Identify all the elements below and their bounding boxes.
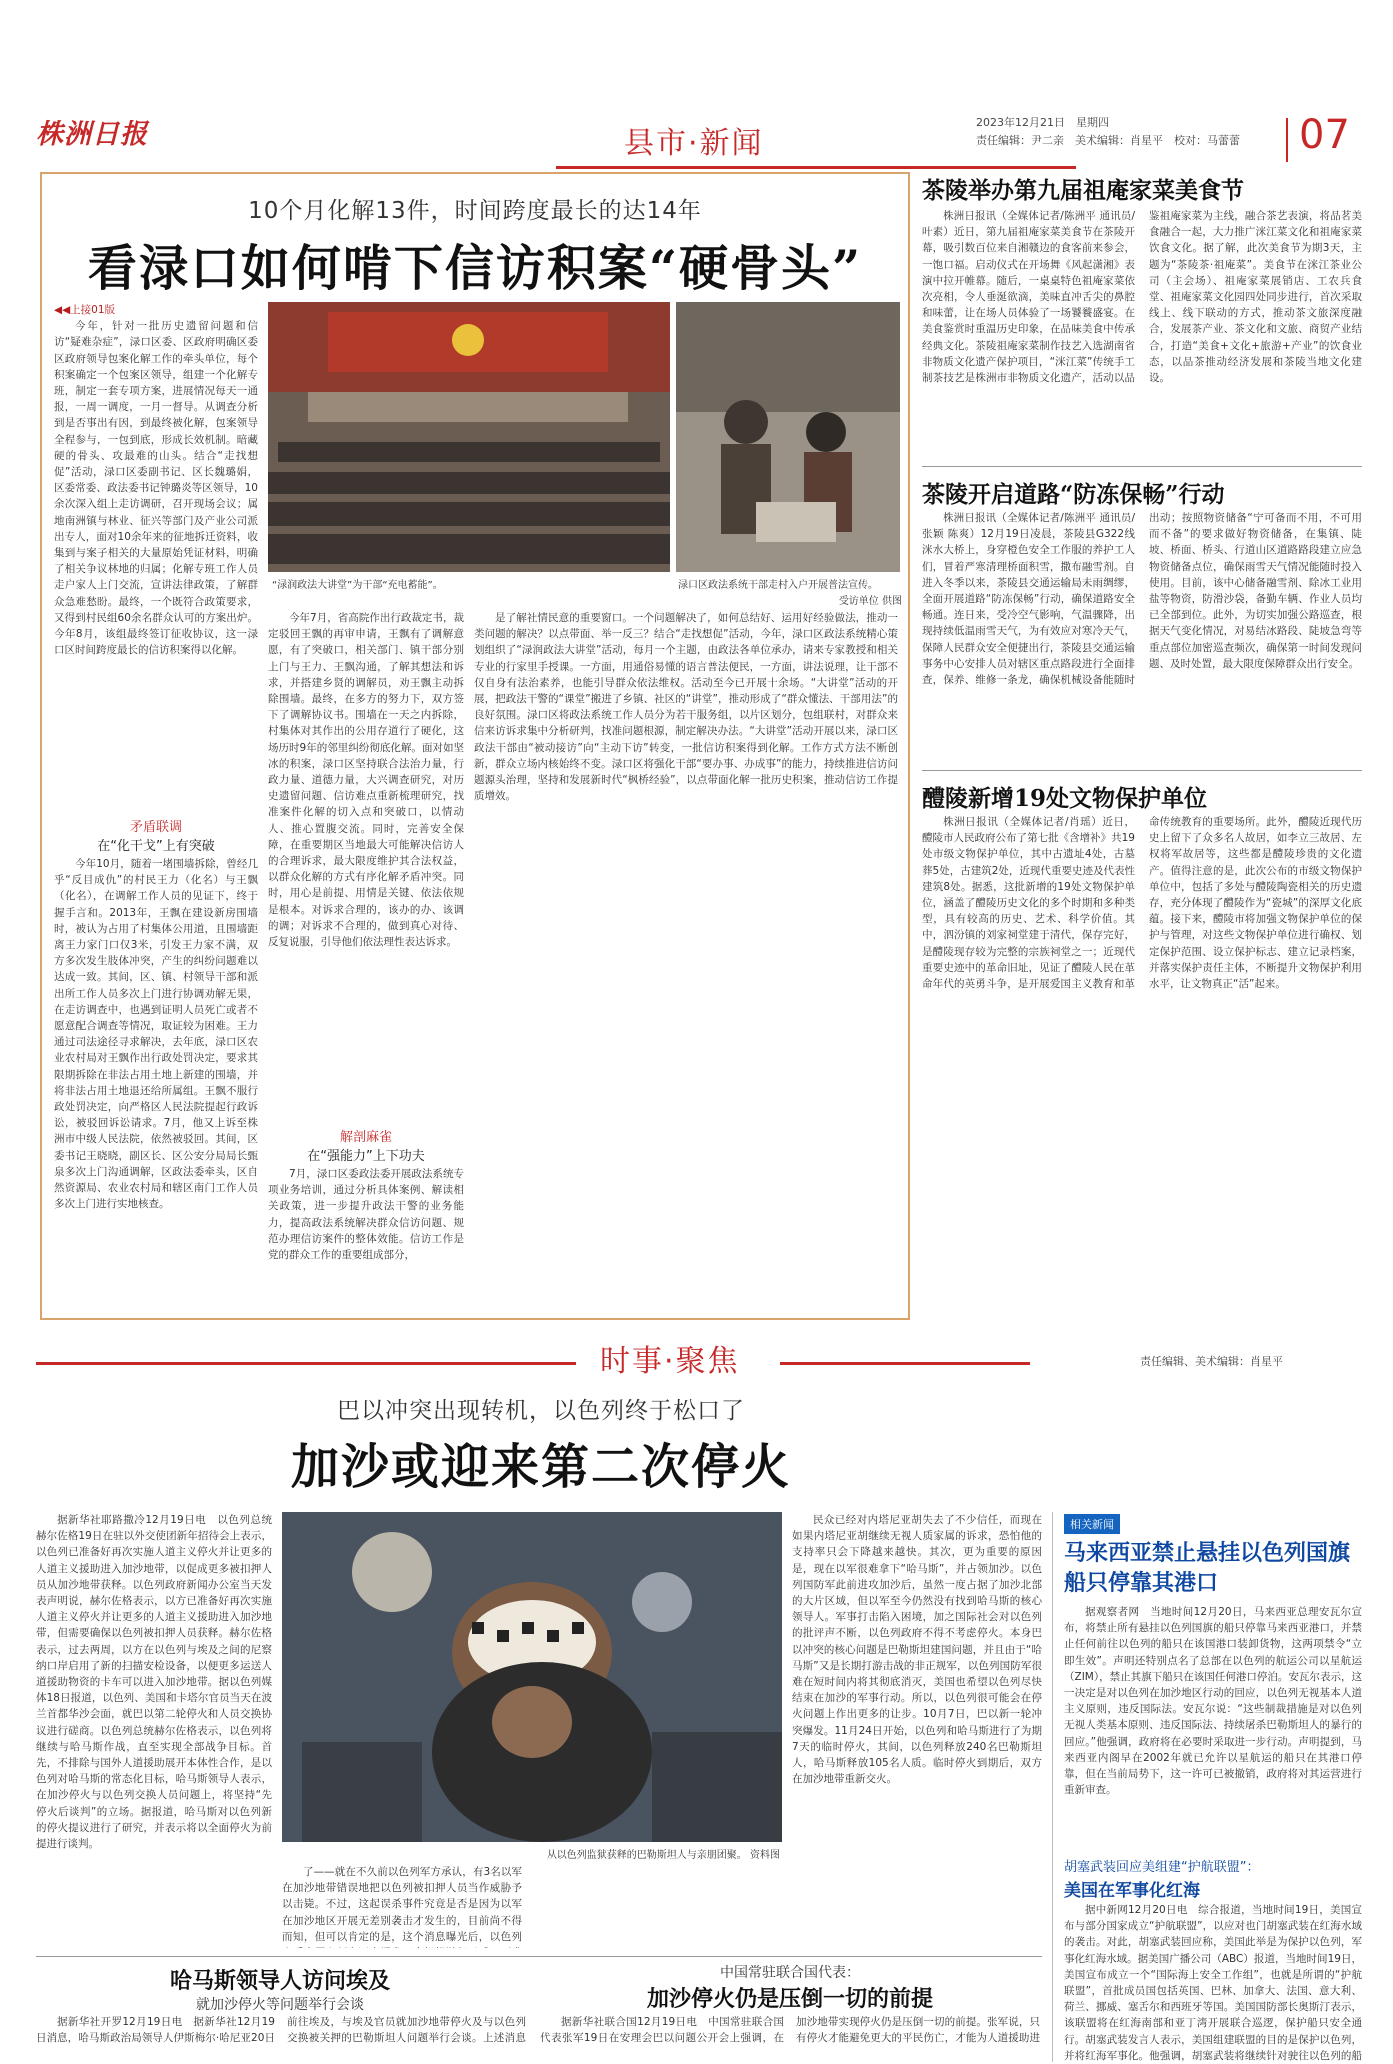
article-3-title: 醴陵新增19处文物保护单位 [922, 785, 1208, 812]
editor-credits: 责任编辑：尹二亲 美术编辑：肖星平 校对：马蕾蕾 [976, 134, 1240, 147]
section2-rule-left [36, 1362, 576, 1365]
family-visit-photo [676, 302, 900, 572]
related-1-title: 马来西亚禁止悬挂以色列国旗船只停靠其港口 [1064, 1540, 1351, 1596]
article-2-title: 茶陵开启道路“防冻保畅”行动 [922, 481, 1225, 508]
sub-right-title: 加沙停火仍是压倒一切的前提 [646, 1986, 933, 2012]
lead-column-2b-text: 7月，渌口区委政法委开展政法系统专项业务培训，通过分析具体案例、解读相关政策，进一步提升政法干警的业务能力，提高政法系统解决群众信访问题、规范办理信访案件的整体效能。信访工作是党的群众工作的重要组成部分， [268, 1168, 464, 1262]
issue-date: 2023年12月21日 星期四 [976, 116, 1109, 129]
related-1-body [1064, 1604, 1362, 1848]
related-2-kicker: 胡塞武装回应美组建“护航联盟”： [1064, 1860, 1260, 1875]
released-prisoners-photo [282, 1512, 782, 1842]
related-2-title: 美国在军事化红海 [1064, 1881, 1200, 1901]
section2-photo-caption: 从以色列监狱获释的巴勒斯坦人与亲朋团聚。 资料图 [546, 1850, 780, 1861]
photo-credit: 受访单位 供图 [838, 596, 902, 607]
newspaper-logo: 株洲日报 [36, 119, 148, 150]
article-1-body [922, 208, 1362, 458]
section2-headline: 加沙或迎来第二次停火 [290, 1439, 791, 1495]
section2-kicker: 巴以冲突出现转机，以色列终于松口了 [337, 1398, 745, 1424]
photo-left-caption: “渌润政法大讲堂”为干部“充电蓄能”。 [272, 580, 443, 591]
section2-title: 时事·聚焦 [600, 1344, 740, 1379]
section2-rule-right [780, 1362, 1030, 1365]
section-title: 县市·新闻 [624, 126, 764, 161]
masthead [36, 112, 1366, 168]
sub-left-body [36, 2014, 526, 2062]
conference-photo [268, 302, 670, 572]
lead-column-2 [268, 610, 464, 1120]
subhead-2 [268, 1126, 464, 1164]
subhead-1-title: 矛盾联调 [129, 820, 182, 835]
sub-left-title: 哈马斯领导人访问埃及 [169, 1968, 390, 1994]
right-divider-1 [922, 466, 1362, 467]
sub-right-body [540, 2014, 1040, 2062]
sub-left-subtitle: 就加沙停火等问题举行会谈 [196, 1997, 364, 2013]
lead-kicker: 10个月化解13件，时间跨度最长的达14年 [248, 198, 702, 224]
sub-right-kicker: 中国常驻联合国代表： [720, 1965, 860, 1981]
sub-right-text: 据新华社联合国12月19日电 中国常驻联合国代表张军19日在安理会巴以问题公开会上强调，在加沙地带实现停火仍是压倒一切的前提。张军说，只有停火才能避免更大的平民伤亡，才能为人道援助进 [540, 2016, 1040, 2045]
article-3-body [922, 814, 1362, 1320]
lead-column-3-text: 是了解社情民意的重要窗口。一个问题解决了，如何总结好、运用好经验做法，推动一类问题的解决？以点带面、举一反三？结合“走找想促”活动，今年，渌口区政法系统精心策划组织了“渌润政法大讲堂”活动，每月一个主题，由政法各单位承办，请来专家教授和相关专业的行家里手授课。一方面，用通俗易懂的语言普法便民，一方面，讲法说理，让干部不仅自身有法治素养，也能引导群众依法维权。活动至今已开展十余场。“大讲堂”活动的开展，把政法干警的“课堂”搬进了乡镇、社区的“讲堂”，推动形成了“群众懂法、干部用法”的良好氛围。渌口区将政法系统工作人员分为若干服务组，以片区划分，包组联村，对群众来信来访诉求集中分析研判，找准问题根源，制定解决办法。“大讲堂”活动开展以来，渌口区政法干部由“被动接访”向“主动下访”转变，一批信访积案得到化解。工作方式方法不断创新，群众立场内核始终不变。渌口区将强化干部“要办事、办成事”的能力，持续推进信访问题源头治理，坚持和发展新时代“枫桥经验”，以点带面化解一批历史积案，推动信访工作提质增效。 [474, 612, 898, 803]
article-1-title: 茶陵举办第九届祖庵家菜美食节 [922, 177, 1244, 204]
section2-column-2 [282, 1864, 522, 1948]
related-1-text: 据观察者网 当地时间12月20日，马来西亚总理安瓦尔宣布，将禁止所有悬挂以色列国旗的船只停靠马来西亚港口，并禁止任何前往以色列的船只在该国港口装卸货物，这两项禁令“立即生效”。声明还特别点名了总部在以色列的航运公司以星航运（ZIM），禁止其旗下船只在该国任何港口停泊。安瓦尔表示，这一决定是对以色列在加沙地区行动的回应，以色列无视基本人道主义原则，违反国际法。安瓦尔说：“这些制裁措施是对以色列无视人类基本原则、违反国际法、持续屠杀巴勒斯坦人的暴行的回应。”他强调，政府将在必要时采取进一步行动。声明提到，马来西亚内阁早在2002年就已允许以星航运的船只在其港口停靠，但在当前局势下，这一许可已被撤销，政府将对其运营进行重新审查。 [1064, 1606, 1362, 1797]
section2-column-3 [792, 1512, 1042, 1952]
page-divider [1286, 118, 1288, 162]
family-photo-art [676, 302, 900, 572]
lead-headline: 看渌口如何啃下信访积案“硬骨头” [87, 239, 863, 297]
lead-column-3 [474, 610, 898, 1306]
right-divider-2 [922, 770, 1362, 771]
article-3-text: 株洲日报讯（全媒体记者/肖瑶）近日，醴陵市人民政府公布了第七批《含增补》共19处市级文物保护单位，其中古遗址4处，古墓葬5处，古建筑2处，近现代重要史迹及代表性建筑8处。据悉，这批新增的19处文物保护单位，涵盖了醴陵历史文化的多个时期和多种类型，具有较高的历史、艺术、科学价值。其中，泗汾镇的刘家祠堂建于清代，保存完好，是醴陵现存较为完整的宗族祠堂之一；近现代重要史迹中的革命旧址，见证了醴陵人民在革命年代的英勇斗争，是开展爱国主义教育和革命传统教育的重要场所。此外，醴陵近现代历史上留下了众多名人故居，如李立三故居、左权将军故居等，这些都是醴陵珍贵的文化遗产。值得注意的是，此次公布的市级文物保护单位中，包括了多处与醴陵陶瓷相关的历史遗存，充分体现了醴陵作为“瓷城”的深厚文化底蕴。接下来，醴陵市将加强文物保护单位的保护与管理，对这些文物保护单位进行确权、划定保护范围、设立保护标志、建立记录档案，并落实保护责任主体，不断提升文物保护利用水平，让文物真正“活”起来。 [922, 816, 1362, 991]
section2-editors: 责任编辑、美术编辑：肖星平 [1140, 1355, 1283, 1368]
related-news-tag: 相关新闻 [1064, 1514, 1120, 1534]
section2-column-2-continued [532, 1864, 782, 1948]
subhead-2-title: 解剖麻雀 [339, 1130, 392, 1145]
related-2-body [1064, 1902, 1362, 2062]
subhead-2-subtitle: 在“强能力”上下功夫 [307, 1149, 425, 1164]
conference-photo-art [268, 302, 670, 572]
photo-right-caption: 渌口区政法系统干部走村入户开展普法宣传。 [678, 580, 878, 591]
lead-article-frame [40, 172, 910, 1320]
article-1-text: 株洲日报讯（全媒体记者/陈洲平 通讯员/叶素）近日，第九届祖庵家菜美食节在茶陵开幕，吸引数百位来自湘赣边的食客前来参会，一饱口福。启动仪式在开场舞《风起潇湘》表演中拉开帷幕。随后，一桌桌特色祖庵家菜依次亮相，令人垂涎欲滴，美味直冲舌尖的鼻腔和味蕾，让在场人员体验了一场饕餮盛宴。在美食鉴赏时重温历史印象，在品味美食中传承经典文化。茶陵祖庵家菜制作技艺入选湖南省非物质文化遗产保护项目，“洣江菜”传统手工制茶技艺是株洲市非物质文化遗产，活动以品鉴祖庵家菜为主线，融合茶艺表演，将品茗美食融合一起，大力推广洣江菜文化和祖庵家菜饮食文化。据了解，此次美食节为期3天，主题为“茶陵茶·祖庵菜”。美食节在洣江茶业公司（主会场）、祖庵家菜展销店、工农兵食堂、祖庵家菜文化园四处同步进行，首次采取线上、线下联动的方式，推动茶文旅深度融合，发展茶产业、茶文化和文旅、商贸产业结合，打造“美食+文化+旅游+产业”的饮食业态，以品茶推动经济发展和茶陵当地文化建设。 [922, 210, 1362, 385]
section2-divider [36, 1956, 1042, 1957]
lead-column-2-text: 今年7月，省高院作出行政裁定书，裁定驳回王飘的再审申请，王飘有了调解意愿，有了突破口，相关部门、镇干部分别上门与王力、王飘沟通，了解其想法和诉求，并搭建乡贤的调解员，劝王飘主动拆除围墙。最终，在多方的努力下，双方签下了调解协议书。围墙在一天之内拆除，村集体对其作出的公用存道行了硬化，这场历时9年的邻里纠纷彻底化解。面对如坚冰的积案，渌口区坚持联合法治力量，行政力量、道德力量，大兴调查研究，对历史遗留问题、信访难点重新梳理研究，找准案件化解的切入点和突破口，以情动人、推心置腹交流。同时，完善安全保障，在重要期区当地最大可能解决信访人的合理诉求，最大限度维护其合法权益，以群众化解的方式有序化解矛盾冲突。同时，用心是前提、用情是关键、依法依规是根本。对诉求合理的，该办的办、该调的调；对诉求不合理的，做到真心对待、反复说服，引导他们依法理性表达诉求。 [268, 612, 464, 949]
released-prisoners-photo-art [282, 1512, 782, 1842]
article-2-text: 株洲日报讯（全媒体记者/陈洲平 通讯员/张颖 陈爽）12月19日凌晨，茶陵县G322线洣水大桥上，身穿橙色安全工作服的养护工人们，冒着严寒清理桥面积雪，撒布融雪剂。自进入冬季以来，茶陵县交通运输局未雨绸缪，全面开展道路“防冻保畅”行动，确保道路安全畅通。连日来，受冷空气影响，气温骤降，出现持续低温雨雪天气，为有效应对寒冷天气，保障人民群众安全便捷出行，茶陵县交通运输事务中心安排人员对辖区重点路段进行全面排查，保养、维修一条龙，确保机械设备能随时出动；按照物资储备“宁可备而不用，不可用而不备”的要求做好物资储备，在集镇、陡坡、桥面、桥头、行道山区道路路段建立应急物资储备点位，确保雨雪天气情况能随时投入使用。目前，该中心储备融雪剂、除冰工业用盐等物资，防滑沙袋，备勤车辆、作业人员均已全部到位。此外，为切实加强公路巡查，根据天气变化情况，对易结冰路段、陡坡急弯等重点部位加密巡查频次，确保第一时间发现问题、及时处置，最大限度保障群众出行安全。 [922, 512, 1362, 687]
subhead-1-subtitle: 在“化干戈”上有突破 [97, 839, 215, 854]
red-flag-icon [452, 324, 484, 356]
sub-left-text: 据新华社开罗12月19日电 据新华社12月19日消息，哈马斯政治局领导人伊斯梅尔·哈尼亚20日前往埃及，与埃及官员就加沙地带停火及与以色列交换被关押的巴勒斯坦人问题举行会谈。上述消息 [36, 2016, 526, 2045]
lead-column-1 [54, 302, 258, 812]
article-2-body [922, 510, 1362, 760]
section2-column-2-text: 了——就在不久前以色列军方承认，有3名以军在加沙地带错误地把以色列被扣押人员当作威胁予以击毙。不过，这起误杀事件究竟是否是因为以军在加沙地区开展无差别袭击才发生的，目前尚不得而知，但可以肯定的是，这个消息曝光后，以色列 [282, 1866, 522, 1943]
section-rule [556, 166, 1076, 169]
lead-column-2b [268, 1166, 464, 1306]
section2-column-3-text: 民众已经对内塔尼亚胡失去了不少信任，而现在如果内塔尼亚胡继续无视人质家属的诉求，恐怕他的支持率只会下降越来越快。其次，更为重要的原因是，现在以军很难拿下“哈马斯”，并占领加沙。以色列国防军此前进攻加沙后，虽然一度占据了加沙北部的大片区域，但以军至今仍然没有找到哈马斯的核心领导人。军事打击陷入困境，加之国际社会对以色列的批评声不断，以色列政府不得不考虑停火。本身巴以冲突的核心问题是巴勒斯坦建国问题，并且由于“哈马斯”又是长期打游击战的非正规军，以色列国防军很难在短时间内将其彻底消灭，美国也希望以色列尽快结束在加沙的军事行动。所以，以色列很可能会在停火问题上作出更多的让步。10月7日，巴以新一轮冲突爆发。11月24日开始，以色列和哈马斯进行了为期7天的临时停火，其间，以色列释放240名巴勒斯坦人，哈马斯释放105名人质。临时停火到期后，双方在加沙地带重新交火。 [792, 1514, 1042, 1786]
section2-column-1-text: 据新华社耶路撒冷12月19日电 以色列总统赫尔佐格19日在驻以外交使团新年招待会上表示，以色列已准备好再次实施人道主义停火并让更多的人道主义援助进入加沙地带，以促成更多被扣押人员从加沙地带获释。以色列政府新闻办公室当天发表声明说，赫尔佐格表示，以方已准备好再次实施人道主义停火并让更多的人道主义援助进入加沙地带，但需要确保以色列被扣押人员获释。赫尔佐格表示，过去两周，以方在以色列与埃及之间的尼察纳口岸启用了新的扫描安检设备，以便更多运送人道援助物资的卡车可以进入加沙地带。据以色列媒体18日报道，以色列、美国和卡塔尔官员当天在波兰首都华沙会面，就巴以第二轮停火和人员交换协议进行磋商。以色列总统赫尔佐格表示，以色列将继续与哈马斯作战，直至实现全部战争目标。首先，不排除与国外人道援助展开本体性合作，是以色列对哈马斯的常态化目标，哈马斯领导人表示，在加沙停火与以色列交换人员问题上，将坚持“先停火后谈判”的立场。据报道，哈马斯对以色列新的停火提议进行了研究，并表示将以全面停火为前提进行谈判。 [36, 1514, 272, 1851]
lead-column-1-text: 今年，针对一批历史遗留问题和信访“疑难杂症”，渌口区委、区政府明确区委区政府领导包案化解工作的牵头单位，每个积案确定一个包案区领导，组建一个化解专班，制定一套专项方案，进展情况每天一通报，一周一调度，一月一督导。从调查分析到是否事出有因，到最终被化解，包案领导全程参与，一包到底，形成长效机制。暗藏硬的骨头、攻最难的山头。结合“走找想促”活动，渌口区委副书记、区长魏璐娟，区委常委、政法委书记钟璐炎等区领导，10余次深入组上走访调研，召开现场会议；属地南洲镇与林业、征兴等部门及产业公司派出专人，面对10余年来的征地拆迁资料，收集到与案子相关的大量原始凭证材料，明确了相关争议林地的归属；化解专班工作人员走户家人上门交流，宣讲法律政策，了解群众急难愁盼。最终，一个既符合政策要求，又得到村民组60余名群众认可的方案出炉。今年8月，该组最终签订征收协议，这一渌口区时间跨度最长的信访积案得以化解。 [54, 320, 258, 657]
related-2-text: 据中新网12月20日电 综合报道，当地时间19日，美国宣布与部分国家成立“护航联盟”，以应对也门胡塞武装在红海水域的袭击。对此，胡塞武装回应称，美国此举是为保护以色列，军事化红海水域。据美国广播公司（ABC）报道，当地时间19日，美国宣布成立一个“国际海上安全工作组”，也就是所谓的“护航联盟”，首批成员国包括英国、巴林、加拿大、法国、意大利、荷兰、挪威、塞舌尔和西班牙等国。美国国防部长奥斯汀表示，该联盟将在红海南部和亚丁湾开展联合巡逻，保护船只安全通行。胡塞武装发言人表示，美国组建联盟的目的是保护以色列，并将红海军事化。他强调，胡塞武装将继续针对驶往以色列的船 [1064, 1904, 1362, 2062]
subhead-1 [54, 816, 258, 854]
page-number: 07 [1299, 112, 1350, 158]
intro-marker: ◀◀上接01版 [54, 304, 116, 316]
lead-column-1b [54, 856, 258, 1306]
lead-column-1b-text: 今年10月，随着一堵围墙拆除，曾经几乎“反目成仇”的村民王力（化名）与王飘（化名），在调解工作人员的见证下，终于握手言和。2013年，王飘在建设新房围墙时，被认为占用了村集体公用道，且围墙距离王力家门口仅3米，引发王力家不满，双方多次发生肢体冲突，产生的纠纷问题难以达成一致。其间，区、镇、村领导干部和派出所工作人员多次上门进行协调劝解无果，在走访调查中，也遇到证明人员死亡或者不愿意配合调查等情况，取证较为困难。王力通过司法途径寻求解决，去年底，渌口区农业农村局对王飘作出行政处罚决定，要求其限期拆除在非法占用土地上新建的围墙，并将非法占用土地退还给所属组。王飘不服行政处罚决定，向严格区人民法院提起行政诉讼，被驳回诉讼请求。7月，他又上诉至株洲市中级人民法院，依然被驳回。其间，区委书记王晓晓，副区长、区公安分局局长甄泉多次上门沟通调解，区政法委牵头，区自然资源局、农业农村局和辖区南门工作人员多次上门进行实地核查。 [54, 858, 258, 1211]
